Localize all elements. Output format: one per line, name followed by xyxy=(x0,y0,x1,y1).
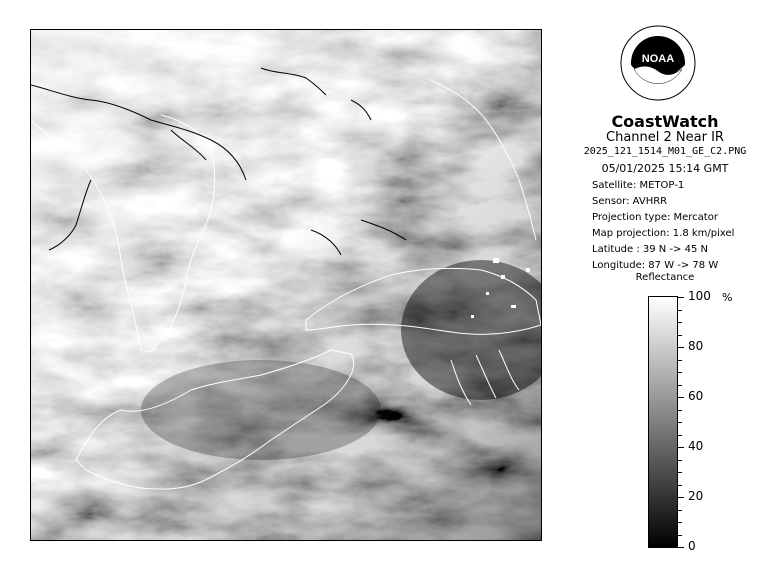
colorbar-minor-tick xyxy=(678,335,682,336)
image-datetime: 05/01/2025 15:14 GMT xyxy=(601,162,729,175)
longitude-label: Longitude: 87 W -> 78 W xyxy=(592,260,719,271)
colorbar-minor-tick xyxy=(678,510,682,511)
image-filename: 2025_121_1514_M01_GE_C2.PNG xyxy=(583,146,747,157)
colorbar-tick-label: 0 xyxy=(688,539,696,553)
colorbar-minor-tick xyxy=(678,472,682,473)
colorbar-tick xyxy=(678,297,684,298)
colorbar-tick xyxy=(678,547,684,548)
colorbar-minor-tick xyxy=(678,385,682,386)
colorbar-tick-label: 100 xyxy=(688,289,711,303)
colorbar-tick-label: 80 xyxy=(688,339,704,353)
satellite-image xyxy=(30,29,542,541)
colorbar-unit: % xyxy=(722,291,733,304)
colorbar-tick xyxy=(678,397,684,398)
colorbar-minor-tick xyxy=(678,485,682,486)
sensor-label: Sensor: AVHRR xyxy=(592,196,668,207)
colorbar-minor-tick xyxy=(678,522,682,523)
channel-label: Channel 2 Near IR xyxy=(606,130,724,145)
colorbar-tick-label: 60 xyxy=(688,389,704,403)
colorbar-tick-label: 20 xyxy=(688,489,704,503)
info-panel xyxy=(560,20,770,560)
logo-text: NOAA xyxy=(641,53,675,65)
colorbar-minor-tick xyxy=(678,410,682,411)
reflectance-colorbar xyxy=(648,296,678,548)
colorbar-tick xyxy=(678,347,684,348)
colorbar-minor-tick xyxy=(678,460,682,461)
satellite-map-svg xyxy=(31,30,542,541)
projection-type-label: Projection type: Mercator xyxy=(592,212,718,223)
colorbar-minor-tick xyxy=(678,372,682,373)
colorbar-minor-tick xyxy=(678,322,682,323)
colorbar-minor-tick xyxy=(678,360,682,361)
colorbar-title: Reflectance xyxy=(635,272,695,283)
colorbar-minor-tick xyxy=(678,435,682,436)
brand-title: CoastWatch xyxy=(611,112,719,131)
noaa-logo-icon xyxy=(620,25,696,101)
map-projection-label: Map projection: 1.8 km/pixel xyxy=(592,228,735,239)
colorbar-minor-tick xyxy=(678,422,682,423)
colorbar-tick xyxy=(678,447,684,448)
colorbar-tick xyxy=(678,497,684,498)
satellite-label: Satellite: METOP-1 xyxy=(592,180,685,191)
colorbar-tick-label: 40 xyxy=(688,439,704,453)
latitude-label: Latitude : 39 N -> 45 N xyxy=(592,244,708,255)
colorbar-minor-tick xyxy=(678,310,682,311)
colorbar-minor-tick xyxy=(678,535,682,536)
